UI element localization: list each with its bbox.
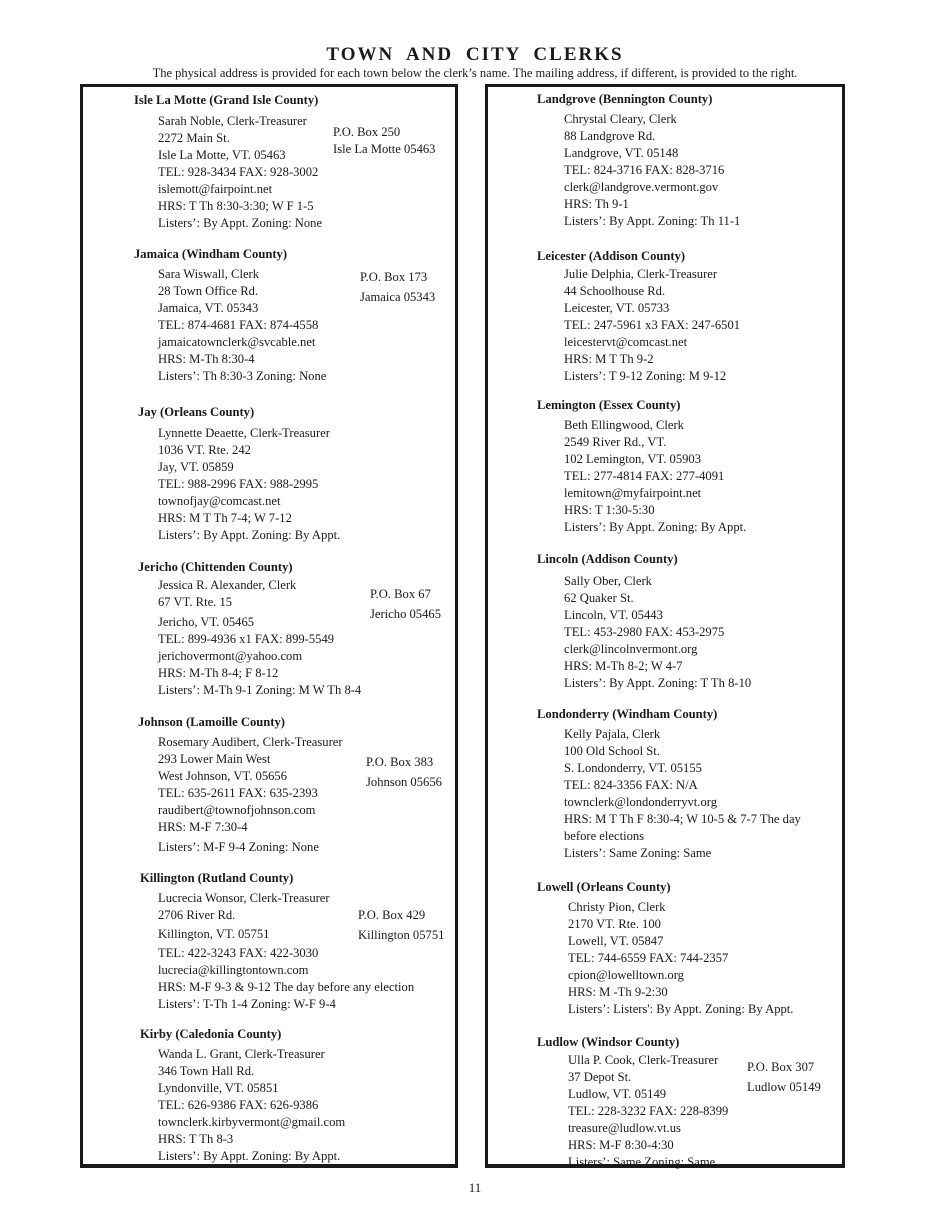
entry-lowell [537, 879, 842, 1019]
email: raudibert@townofjohnson.com [158, 803, 316, 817]
entry-details [568, 899, 793, 1018]
mailing-address [360, 267, 435, 307]
po-box: P.O. Box 173 [360, 270, 428, 284]
mailing-address [358, 905, 444, 945]
entry-name: Isle La Motte (Grand Isle County) [134, 93, 319, 107]
entry-leicester [537, 248, 837, 388]
email: townclerk@londonderryvt.org [564, 795, 718, 809]
entry-killington [140, 870, 458, 1015]
entry-name: Jericho (Chittenden County) [138, 560, 293, 574]
listers-zoning: Listers’: By Appt. Zoning: None [158, 216, 323, 230]
street-address: 2706 River Rd. [158, 908, 236, 922]
hours: HRS: M-F 9-3 & 9-12 The day before any election [158, 980, 415, 994]
street-address: 62 Quaker St. [564, 591, 634, 605]
listers-zoning: Listers’: By Appt. Zoning: T Th 8-10 [564, 676, 752, 690]
listers-zoning: Listers’: Listers': By Appt. Zoning: By Appt. [568, 1002, 794, 1016]
street-address: 1036 VT. Rte. 242 [158, 443, 251, 457]
hours: HRS: M T Th F 8:30-4; W 10-5 & 7-7 The day [564, 812, 801, 826]
hours: HRS: M-Th 8-2; W 4-7 [564, 659, 683, 673]
clerk-name: Wanda L. Grant, Clerk-Treasurer [158, 1047, 325, 1061]
clerk-name: Sally Ober, Clerk [564, 574, 652, 588]
email: cpion@lowelltown.org [568, 968, 684, 982]
entry-details [564, 266, 740, 385]
street-address: 37 Depot St. [568, 1070, 632, 1084]
city-address: Leicester, VT. 05733 [564, 301, 670, 315]
city-address: Lincoln, VT. 05443 [564, 608, 663, 622]
listers-zoning: Listers’: T 9-12 Zoning: M 9-12 [564, 369, 727, 383]
entry-name: Johnson (Lamoille County) [138, 715, 285, 729]
entry-name: Killington (Rutland County) [140, 871, 294, 885]
po-box: P.O. Box 429 [358, 908, 426, 922]
listers-zoning: Listers’: Same Zoning: Same [568, 1155, 716, 1169]
hours: HRS: T Th 8:30-3:30; W F 1-5 [158, 199, 314, 213]
po-city: Johnson 05656 [366, 775, 442, 789]
po-city: Isle La Motte 05463 [333, 142, 436, 156]
hours: HRS: M-Th 8:30-4 [158, 352, 255, 366]
city-address: West Johnson, VT. 05656 [158, 769, 288, 783]
entry-details [158, 577, 361, 699]
mailing-address [333, 124, 435, 158]
entry-londonderry [537, 706, 842, 866]
entry-details [564, 573, 751, 692]
entry-details [158, 266, 326, 385]
email: lucrecia@killingtontown.com [158, 963, 309, 977]
listers-zoning: Listers’: M-F 9-4 Zoning: None [158, 840, 319, 854]
entry-name: Lowell (Orleans County) [537, 880, 671, 894]
entry-details [564, 111, 740, 230]
entry-details [158, 113, 322, 232]
entry-landgrove [537, 91, 837, 231]
phone-fax: TEL: 635-2611 FAX: 635-2393 [158, 786, 318, 800]
email: leicestervt@comcast.net [564, 335, 688, 349]
phone-fax: TEL: 744-6559 FAX: 744-2357 [568, 951, 729, 965]
clerk-name: Beth Ellingwood, Clerk [564, 418, 684, 432]
entry-jay [138, 404, 438, 544]
phone-fax: TEL: 988-2996 FAX: 988-2995 [158, 477, 319, 491]
po-box: P.O. Box 307 [747, 1060, 815, 1074]
hours: HRS: M-Th 8-4; F 8-12 [158, 666, 279, 680]
hours: HRS: M T Th 9-2 [564, 352, 654, 366]
hours-continued: before elections [564, 829, 645, 843]
city-address: 102 Lemington, VT. 05903 [564, 452, 702, 466]
entry-name: Landgrove (Bennington County) [537, 92, 713, 106]
right-column [485, 84, 845, 1168]
listers-zoning: Listers’: By Appt. Zoning: By Appt. [158, 1149, 341, 1163]
listers-zoning: Listers’: M-Th 9-1 Zoning: M W Th 8-4 [158, 683, 362, 697]
phone-fax: TEL: 899-4936 x1 FAX: 899-5549 [158, 632, 335, 646]
phone-fax: TEL: 824-3356 FAX: N/A [564, 778, 698, 792]
street-address: 2549 River Rd., VT. [564, 435, 667, 449]
email: clerk@landgrove.vermont.gov [564, 180, 719, 194]
po-box: P.O. Box 67 [370, 587, 431, 601]
clerk-name: Christy Pion, Clerk [568, 900, 666, 914]
hours: HRS: M -Th 9-2:30 [568, 985, 668, 999]
entry-ludlow [537, 1034, 842, 1169]
entry-details [568, 1052, 728, 1171]
entry-details [564, 726, 801, 862]
listers-zoning: Listers’: By Appt. Zoning: Th 11-1 [564, 214, 741, 228]
street-address: 293 Lower Main West [158, 752, 271, 766]
entry-name: Ludlow (Windsor County) [537, 1035, 680, 1049]
email: lemitown@myfairpoint.net [564, 486, 702, 500]
mailing-address [370, 584, 441, 624]
email: islemott@fairpoint.net [158, 182, 273, 196]
po-box: P.O. Box 250 [333, 125, 401, 139]
clerk-name: Kelly Pajala, Clerk [564, 727, 661, 741]
phone-fax: TEL: 228-3232 FAX: 228-8399 [568, 1104, 729, 1118]
mailing-address [366, 752, 442, 792]
clerk-name: Julie Delphia, Clerk-Treasurer [564, 267, 718, 281]
phone-fax: TEL: 422-3243 FAX: 422-3030 [158, 946, 319, 960]
entry-name: Jamaica (Windham County) [134, 247, 288, 261]
phone-fax: TEL: 928-3434 FAX: 928-3002 [158, 165, 319, 179]
listers-zoning: Listers’: Th 8:30-3 Zoning: None [158, 369, 327, 383]
po-city: Jericho 05465 [370, 607, 441, 621]
entry-name: Leicester (Addison County) [537, 249, 686, 263]
left-column [80, 84, 458, 1168]
phone-fax: TEL: 874-4681 FAX: 874-4558 [158, 318, 319, 332]
city-address: S. Londonderry, VT. 05155 [564, 761, 702, 775]
city-address: Lyndonville, VT. 05851 [158, 1081, 279, 1095]
page-subtitle: The physical address is provided for each town below the clerk’s name. The mailing address, if different, is provided to the right. [152, 66, 798, 80]
street-address: 88 Landgrove Rd. [564, 129, 656, 143]
entry-details [564, 417, 746, 536]
entry-details [158, 734, 343, 856]
phone-fax: TEL: 824-3716 FAX: 828-3716 [564, 163, 725, 177]
street-address: 28 Town Office Rd. [158, 284, 259, 298]
po-city: Ludlow 05149 [747, 1080, 821, 1094]
entry-jamaica [134, 246, 454, 386]
phone-fax: TEL: 247-5961 x3 FAX: 247-6501 [564, 318, 741, 332]
street-address: 44 Schoolhouse Rd. [564, 284, 666, 298]
entry-lemington [537, 397, 837, 537]
email: treasure@ludlow.vt.us [568, 1121, 681, 1135]
city-address: Landgrove, VT. 05148 [564, 146, 679, 160]
email: jerichovermont@yahoo.com [158, 649, 303, 663]
clerk-name: Chrystal Cleary, Clerk [564, 112, 677, 126]
mailing-address [747, 1057, 821, 1097]
entry-jericho [138, 559, 458, 699]
city-address: Jay, VT. 05859 [158, 460, 234, 474]
entry-johnson [138, 714, 458, 859]
clerk-name: Lucrecia Wonsor, Clerk-Treasurer [158, 891, 330, 905]
listers-zoning: Listers’: By Appt. Zoning: By Appt. [564, 520, 747, 534]
hours: HRS: M T Th 7-4; W 7-12 [158, 511, 292, 525]
clerk-name: Lynnette Deaette, Clerk-Treasurer [158, 426, 330, 440]
hours: HRS: T 1:30-5:30 [564, 503, 655, 517]
clerk-name: Rosemary Audibert, Clerk-Treasurer [158, 735, 343, 749]
city-address: Killington, VT. 05751 [158, 927, 270, 941]
hours: HRS: M-F 8:30-4:30 [568, 1138, 674, 1152]
clerk-name: Ulla P. Cook, Clerk-Treasurer [568, 1053, 719, 1067]
hours: HRS: T Th 8-3 [158, 1132, 234, 1146]
page-title: TOWN AND CITY CLERKS [326, 44, 624, 65]
email: townclerk.kirbyvermont@gmail.com [158, 1115, 346, 1129]
phone-fax: TEL: 277-4814 FAX: 277-4091 [564, 469, 725, 483]
street-address: 2272 Main St. [158, 131, 230, 145]
city-address: Jericho, VT. 05465 [158, 615, 255, 629]
clerk-name: Jessica R. Alexander, Clerk [158, 578, 297, 592]
email: townofjay@comcast.net [158, 494, 281, 508]
page-number: 11 [468, 1180, 482, 1195]
entry-name: Londonderry (Windham County) [537, 707, 718, 721]
hours: HRS: M-F 7:30-4 [158, 820, 248, 834]
listers-zoning: Listers’: T-Th 1-4 Zoning: W-F 9-4 [158, 997, 336, 1011]
entry-name: Lincoln (Addison County) [537, 552, 678, 566]
entry-isle-la-motte [134, 92, 454, 232]
po-box: P.O. Box 383 [366, 755, 434, 769]
street-address: 2170 VT. Rte. 100 [568, 917, 661, 931]
email: clerk@lincolnvermont.org [564, 642, 698, 656]
street-address: 346 Town Hall Rd. [158, 1064, 255, 1078]
street-address: 67 VT. Rte. 15 [158, 595, 233, 609]
entry-kirby [140, 1026, 440, 1166]
clerk-name: Sarah Noble, Clerk-Treasurer [158, 114, 307, 128]
po-city: Killington 05751 [358, 928, 445, 942]
city-address: Isle La Motte, VT. 05463 [158, 148, 286, 162]
clerk-name: Sara Wiswall, Clerk [158, 267, 260, 281]
city-address: Ludlow, VT. 05149 [568, 1087, 667, 1101]
entry-details [158, 425, 340, 544]
phone-fax: TEL: 626-9386 FAX: 626-9386 [158, 1098, 319, 1112]
entry-name: Jay (Orleans County) [138, 405, 255, 419]
listers-zoning: Listers’: Same Zoning: Same [564, 846, 712, 860]
phone-fax: TEL: 453-2980 FAX: 453-2975 [564, 625, 725, 639]
hours: HRS: Th 9-1 [564, 197, 629, 211]
city-address: Lowell, VT. 05847 [568, 934, 664, 948]
email: jamaicatownclerk@svcable.net [158, 335, 316, 349]
entry-details [158, 1046, 345, 1165]
listers-zoning: Listers’: By Appt. Zoning: By Appt. [158, 528, 341, 542]
street-address: 100 Old School St. [564, 744, 660, 758]
entry-lincoln [537, 551, 837, 691]
entry-name: Kirby (Caledonia County) [140, 1027, 282, 1041]
po-city: Jamaica 05343 [360, 290, 436, 304]
city-address: Jamaica, VT. 05343 [158, 301, 259, 315]
entry-name: Lemington (Essex County) [537, 398, 681, 412]
